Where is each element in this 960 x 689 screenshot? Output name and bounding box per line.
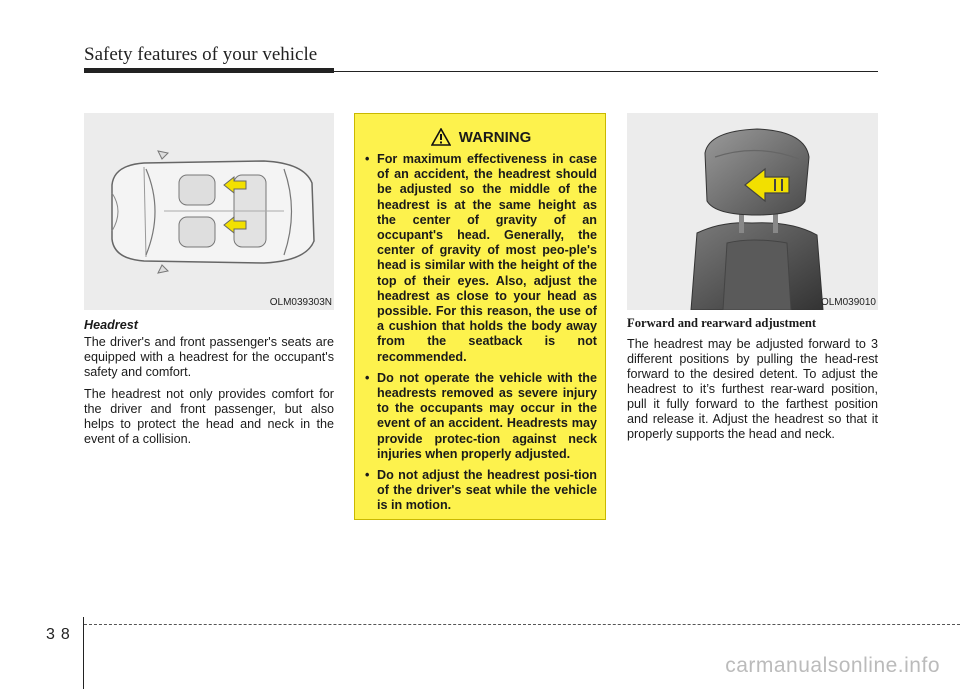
page-number: 38 <box>46 626 76 643</box>
warning-item-text: Do not adjust the headrest posi-tion of the driver's seat while the vehicle is in motion. <box>377 468 597 513</box>
header-rule-thin <box>334 71 878 72</box>
warning-item-text: For maximum effectiveness in case of an accident, the headrest should be adjusted so the middle of the headrest is at the same height as the center of gravity of an occupant's head. Generally, the center of gravity of most peo-ple's head is similar with the height of the top of their eyes. Also, adjust the headrest as close to your head as possible. For this reason, the use of a cushion that holds the body away from the seatback is not recommended. <box>377 152 597 364</box>
warning-item <box>365 468 597 514</box>
right-column <box>627 316 878 446</box>
warning-item-text: Do not operate the vehicle with the headrests removed as severe injury to the occupants may occur in the event of an accident. Headrests may provide protec-tion against neck injuries when properly adjusted. <box>377 370 597 461</box>
subheading-headrest: Headrest <box>84 318 138 332</box>
bullet: • <box>365 370 370 385</box>
warning-item <box>365 152 597 365</box>
headrest-figure <box>627 113 878 310</box>
headrest-illustration <box>627 113 878 310</box>
figure-code: OLM039303N <box>269 297 332 308</box>
warning-title: WARNING <box>458 128 532 146</box>
car-top-view-figure <box>84 113 334 310</box>
bullet: • <box>365 152 370 166</box>
warning-box <box>354 113 606 520</box>
left-column <box>84 318 334 454</box>
figure-code: OLM039010 <box>820 297 876 308</box>
watermark: carmanualsonline.info <box>725 654 940 677</box>
page-header-title: Safety features of your vehicle <box>84 44 318 65</box>
bullet: • <box>365 468 370 483</box>
warning-item <box>365 371 597 462</box>
warning-triangle-icon <box>431 128 451 146</box>
header-rule <box>84 68 334 73</box>
subheading-adjustment: Forward and rearward adjustment <box>627 316 817 330</box>
car-illustration <box>84 113 334 310</box>
paragraph: The headrest may be adjusted forward to 3 different positions by pulling the head-rest forward to the desired detent. To adjust the headrest to it’s furthest rear-ward position, pull it fully forward to the farthest position and release it. Adjust the headrest so that it properly supports the head and neck. <box>627 337 878 441</box>
warning-list <box>365 152 597 514</box>
paragraph: The driver's and front passenger's seats are equipped with a headrest for the occupant's safety and comfort. <box>84 335 334 379</box>
footer-rule-horizontal <box>84 624 960 625</box>
paragraph: The headrest not only provides comfort for the driver and front passenger, but also helps to protect the head and neck in the event of a collision. <box>84 387 334 446</box>
footer-rule-vertical <box>83 617 84 689</box>
warning-heading <box>365 128 597 146</box>
